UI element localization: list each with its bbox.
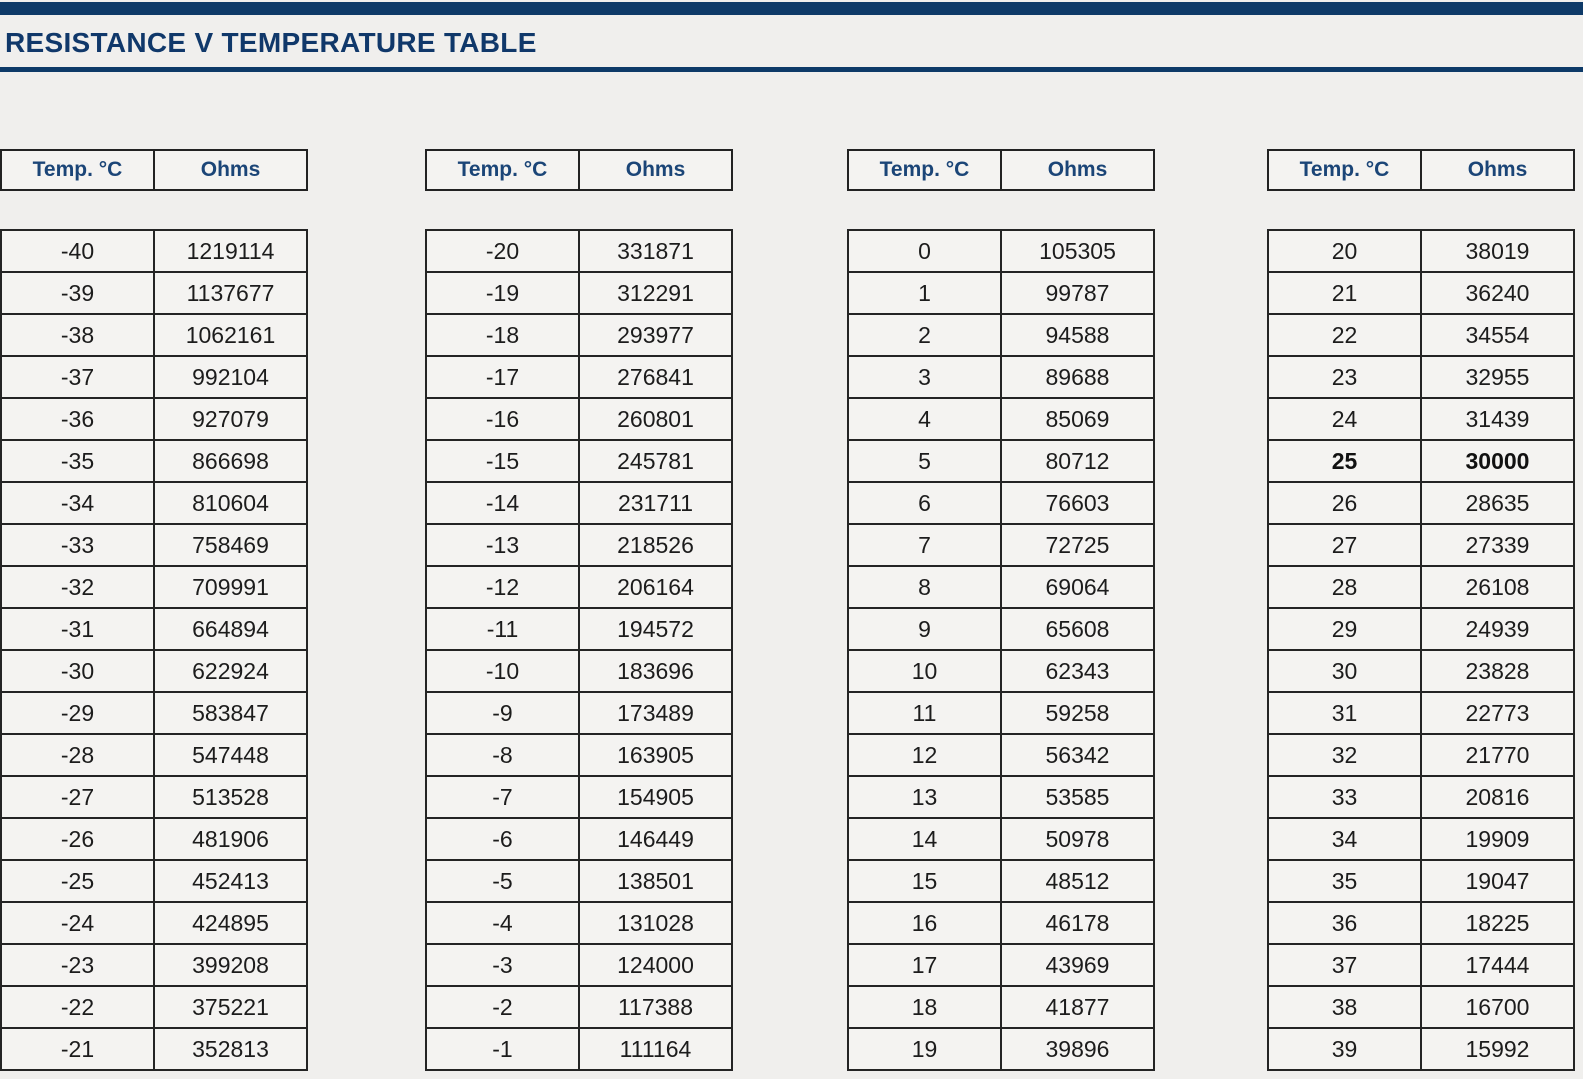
ohms-cell: 16700	[1421, 986, 1574, 1028]
ohms-cell: 664894	[154, 608, 307, 650]
ohms-cell: 452413	[154, 860, 307, 902]
ohms-cell: 183696	[579, 650, 732, 692]
temp-cell: -24	[1, 902, 154, 944]
temp-cell: 30	[1268, 650, 1421, 692]
table-row	[1268, 902, 1574, 944]
ohms-cell: 28635	[1421, 482, 1574, 524]
temp-cell: 21	[1268, 272, 1421, 314]
ohms-cell: 59258	[1001, 692, 1154, 734]
table-row	[1, 440, 307, 482]
table-row	[1, 566, 307, 608]
table-row	[426, 356, 732, 398]
temp-cell: -15	[426, 440, 579, 482]
ohms-cell: 312291	[579, 272, 732, 314]
ohms-cell: 331871	[579, 230, 732, 272]
ohms-cell: 117388	[579, 986, 732, 1028]
table-row	[426, 230, 732, 272]
temp-cell: 16	[848, 902, 1001, 944]
temp-cell: -12	[426, 566, 579, 608]
ohms-cell: 231711	[579, 482, 732, 524]
ohms-cell: 80712	[1001, 440, 1154, 482]
table-row	[426, 482, 732, 524]
table-row	[1, 734, 307, 776]
table-row	[426, 986, 732, 1028]
table-row	[848, 314, 1154, 356]
ohms-cell: 758469	[154, 524, 307, 566]
ohms-cell: 173489	[579, 692, 732, 734]
temp-cell: 31	[1268, 692, 1421, 734]
ohms-cell: 424895	[154, 902, 307, 944]
temp-cell: 7	[848, 524, 1001, 566]
ohms-cell: 24939	[1421, 608, 1574, 650]
table-row	[848, 944, 1154, 986]
ohms-cell: 352813	[154, 1028, 307, 1070]
temp-cell: 27	[1268, 524, 1421, 566]
temp-cell: -37	[1, 356, 154, 398]
temp-cell: 12	[848, 734, 1001, 776]
ohms-cell: 89688	[1001, 356, 1154, 398]
temp-cell: -23	[1, 944, 154, 986]
table-row	[1268, 356, 1574, 398]
ohms-cell: 866698	[154, 440, 307, 482]
table-row	[426, 692, 732, 734]
table-row	[1, 482, 307, 524]
table-row	[1268, 776, 1574, 818]
table-row	[1268, 818, 1574, 860]
table-header	[847, 149, 1155, 191]
table-row	[426, 944, 732, 986]
table-row	[1, 1028, 307, 1070]
ohms-cell: 23828	[1421, 650, 1574, 692]
ohms-column-header: Ohms	[625, 158, 686, 181]
temp-cell: -6	[426, 818, 579, 860]
table-row	[1, 398, 307, 440]
temp-cell: -17	[426, 356, 579, 398]
table-row	[848, 398, 1154, 440]
table-row	[1, 986, 307, 1028]
temp-cell: -5	[426, 860, 579, 902]
ohms-cell: 399208	[154, 944, 307, 986]
temp-column-header: Temp. °C	[2, 151, 155, 189]
ohms-cell: 34554	[1421, 314, 1574, 356]
table-row	[426, 650, 732, 692]
temp-cell: 1	[848, 272, 1001, 314]
temp-column-header: Temp. °C	[427, 151, 580, 189]
table-row	[1268, 986, 1574, 1028]
table-row	[1, 314, 307, 356]
table-row	[848, 566, 1154, 608]
table-row	[426, 524, 732, 566]
data-table	[1267, 229, 1575, 1071]
table-row	[1, 692, 307, 734]
ohms-cell: 69064	[1001, 566, 1154, 608]
ohms-cell: 20816	[1421, 776, 1574, 818]
temp-cell: -28	[1, 734, 154, 776]
ohms-cell: 53585	[1001, 776, 1154, 818]
temp-cell: 17	[848, 944, 1001, 986]
temp-cell: 36	[1268, 902, 1421, 944]
temp-cell: 3	[848, 356, 1001, 398]
temp-cell: -18	[426, 314, 579, 356]
temp-cell: -21	[1, 1028, 154, 1070]
ohms-cell: 513528	[154, 776, 307, 818]
temp-cell: -30	[1, 650, 154, 692]
ohms-cell: 19909	[1421, 818, 1574, 860]
ohms-cell: 293977	[579, 314, 732, 356]
table-row	[426, 608, 732, 650]
table-row	[426, 902, 732, 944]
ohms-column-header: Ohms	[1047, 158, 1108, 181]
ohms-cell: 1219114	[154, 230, 307, 272]
temp-cell: -3	[426, 944, 579, 986]
temp-cell: 19	[848, 1028, 1001, 1070]
ohms-cell: 19047	[1421, 860, 1574, 902]
ohms-cell: 50978	[1001, 818, 1154, 860]
table-row	[1, 818, 307, 860]
table-row	[848, 776, 1154, 818]
table-row	[1268, 524, 1574, 566]
table-row	[1, 356, 307, 398]
ohms-cell: 94588	[1001, 314, 1154, 356]
temp-cell: -1	[426, 1028, 579, 1070]
ohms-cell: 65608	[1001, 608, 1154, 650]
table-row	[1, 272, 307, 314]
ohms-cell: 124000	[579, 944, 732, 986]
ohms-cell: 48512	[1001, 860, 1154, 902]
ohms-cell: 56342	[1001, 734, 1154, 776]
ohms-cell: 1137677	[154, 272, 307, 314]
table-row	[1, 650, 307, 692]
table-row	[848, 230, 1154, 272]
temp-cell: -36	[1, 398, 154, 440]
data-table	[847, 229, 1155, 1071]
table-row	[848, 860, 1154, 902]
table-row	[426, 818, 732, 860]
temp-column-header: Temp. °C	[849, 151, 1002, 189]
ohms-cell: 18225	[1421, 902, 1574, 944]
top-accent-bar	[0, 2, 1583, 15]
ohms-cell: 276841	[579, 356, 732, 398]
temp-cell: 20	[1268, 230, 1421, 272]
ohms-column-header: Ohms	[1467, 158, 1528, 181]
table-row	[848, 272, 1154, 314]
ohms-cell: 36240	[1421, 272, 1574, 314]
table-header	[0, 149, 308, 191]
temp-cell: 32	[1268, 734, 1421, 776]
temp-cell: -26	[1, 818, 154, 860]
ohms-cell: 76603	[1001, 482, 1154, 524]
temp-cell: -13	[426, 524, 579, 566]
ohms-cell: 62343	[1001, 650, 1154, 692]
table-row	[848, 1028, 1154, 1070]
table-header	[425, 149, 733, 191]
temp-cell: -4	[426, 902, 579, 944]
temp-cell: 11	[848, 692, 1001, 734]
table-row	[426, 272, 732, 314]
temp-cell: 14	[848, 818, 1001, 860]
table-row	[1268, 482, 1574, 524]
ohms-cell: 622924	[154, 650, 307, 692]
ohms-cell: 30000	[1421, 440, 1574, 482]
ohms-cell: 138501	[579, 860, 732, 902]
table-row	[848, 650, 1154, 692]
resistance-table-3	[847, 149, 1155, 1062]
ohms-cell: 27339	[1421, 524, 1574, 566]
table-row	[848, 692, 1154, 734]
table-row	[848, 818, 1154, 860]
temp-cell: 26	[1268, 482, 1421, 524]
temp-cell: 5	[848, 440, 1001, 482]
table-row	[1, 902, 307, 944]
table-row	[426, 398, 732, 440]
temp-cell: -22	[1, 986, 154, 1028]
table-row	[1268, 566, 1574, 608]
table-row	[848, 356, 1154, 398]
temp-cell: 35	[1268, 860, 1421, 902]
temp-cell: 0	[848, 230, 1001, 272]
table-row	[1268, 272, 1574, 314]
table-row	[848, 734, 1154, 776]
temp-cell: 2	[848, 314, 1001, 356]
ohms-cell: 709991	[154, 566, 307, 608]
temp-cell: 13	[848, 776, 1001, 818]
resistance-table-4	[1267, 149, 1575, 1062]
table-row	[1, 608, 307, 650]
ohms-cell: 163905	[579, 734, 732, 776]
ohms-cell: 39896	[1001, 1028, 1154, 1070]
temp-cell: -14	[426, 482, 579, 524]
temp-cell: 22	[1268, 314, 1421, 356]
temp-cell: 25	[1268, 440, 1421, 482]
temp-cell: -33	[1, 524, 154, 566]
table-row	[426, 1028, 732, 1070]
ohms-cell: 992104	[154, 356, 307, 398]
ohms-cell: 99787	[1001, 272, 1154, 314]
temp-cell: 10	[848, 650, 1001, 692]
ohms-cell: 194572	[579, 608, 732, 650]
resistance-table-1	[0, 149, 308, 1062]
ohms-cell: 41877	[1001, 986, 1154, 1028]
table-row	[426, 314, 732, 356]
table-row	[848, 482, 1154, 524]
temp-cell: -34	[1, 482, 154, 524]
table-row	[1268, 860, 1574, 902]
table-row	[1268, 440, 1574, 482]
temp-cell: 9	[848, 608, 1001, 650]
temp-cell: -8	[426, 734, 579, 776]
data-table	[425, 229, 733, 1071]
ohms-cell: 146449	[579, 818, 732, 860]
table-row	[1268, 608, 1574, 650]
ohms-cell: 15992	[1421, 1028, 1574, 1070]
temp-cell: -27	[1, 776, 154, 818]
temp-cell: 15	[848, 860, 1001, 902]
ohms-cell: 31439	[1421, 398, 1574, 440]
table-row	[1, 860, 307, 902]
temp-cell: 38	[1268, 986, 1421, 1028]
title-underline-rule	[0, 67, 1583, 72]
temp-cell: -39	[1, 272, 154, 314]
ohms-cell: 21770	[1421, 734, 1574, 776]
table-row	[1268, 1028, 1574, 1070]
temp-cell: 18	[848, 986, 1001, 1028]
ohms-cell: 810604	[154, 482, 307, 524]
ohms-cell: 26108	[1421, 566, 1574, 608]
temp-column-header: Temp. °C	[1269, 151, 1422, 189]
temp-cell: 39	[1268, 1028, 1421, 1070]
temp-cell: -9	[426, 692, 579, 734]
table-row	[848, 524, 1154, 566]
table-row	[848, 608, 1154, 650]
table-row	[848, 902, 1154, 944]
ohms-cell: 375221	[154, 986, 307, 1028]
temp-cell: -19	[426, 272, 579, 314]
ohms-cell: 1062161	[154, 314, 307, 356]
table-row	[426, 734, 732, 776]
ohms-cell: 131028	[579, 902, 732, 944]
table-row	[1268, 692, 1574, 734]
table-row	[1268, 734, 1574, 776]
table-header	[1267, 149, 1575, 191]
ohms-cell: 85069	[1001, 398, 1154, 440]
table-row	[426, 566, 732, 608]
table-row	[1, 776, 307, 818]
table-row	[1268, 650, 1574, 692]
ohms-cell: 206164	[579, 566, 732, 608]
ohms-cell: 43969	[1001, 944, 1154, 986]
resistance-table-2	[425, 149, 733, 1062]
data-table	[0, 229, 308, 1071]
ohms-cell: 547448	[154, 734, 307, 776]
ohms-cell: 583847	[154, 692, 307, 734]
ohms-cell: 105305	[1001, 230, 1154, 272]
table-row	[848, 986, 1154, 1028]
ohms-cell: 17444	[1421, 944, 1574, 986]
temp-cell: 23	[1268, 356, 1421, 398]
table-row	[1268, 230, 1574, 272]
temp-cell: -10	[426, 650, 579, 692]
temp-cell: 24	[1268, 398, 1421, 440]
temp-cell: 34	[1268, 818, 1421, 860]
temp-cell: -31	[1, 608, 154, 650]
ohms-cell: 154905	[579, 776, 732, 818]
temp-cell: -35	[1, 440, 154, 482]
ohms-cell: 481906	[154, 818, 307, 860]
table-row	[426, 860, 732, 902]
temp-cell: 28	[1268, 566, 1421, 608]
temp-cell: 37	[1268, 944, 1421, 986]
table-row	[1268, 944, 1574, 986]
temp-cell: 29	[1268, 608, 1421, 650]
temp-cell: -11	[426, 608, 579, 650]
temp-cell: 8	[848, 566, 1001, 608]
temp-cell: -25	[1, 860, 154, 902]
table-row	[848, 440, 1154, 482]
ohms-cell: 927079	[154, 398, 307, 440]
ohms-cell: 260801	[579, 398, 732, 440]
ohms-cell: 32955	[1421, 356, 1574, 398]
table-row	[1, 524, 307, 566]
ohms-cell: 72725	[1001, 524, 1154, 566]
temp-cell: -40	[1, 230, 154, 272]
temp-cell: -20	[426, 230, 579, 272]
table-row	[1268, 398, 1574, 440]
ohms-cell: 46178	[1001, 902, 1154, 944]
ohms-cell: 111164	[579, 1028, 732, 1070]
temp-cell: -38	[1, 314, 154, 356]
ohms-cell: 22773	[1421, 692, 1574, 734]
table-row	[426, 440, 732, 482]
temp-cell: -32	[1, 566, 154, 608]
temp-cell: -29	[1, 692, 154, 734]
table-row	[426, 776, 732, 818]
page-title: RESISTANCE V TEMPERATURE TABLE	[5, 27, 537, 58]
ohms-cell: 218526	[579, 524, 732, 566]
table-row	[1, 944, 307, 986]
table-row	[1, 230, 307, 272]
temp-cell: -16	[426, 398, 579, 440]
temp-cell: -7	[426, 776, 579, 818]
temp-cell: 6	[848, 482, 1001, 524]
temp-cell: 4	[848, 398, 1001, 440]
ohms-cell: 245781	[579, 440, 732, 482]
table-row	[1268, 314, 1574, 356]
temp-cell: 33	[1268, 776, 1421, 818]
ohms-column-header: Ohms	[200, 158, 261, 181]
temp-cell: -2	[426, 986, 579, 1028]
ohms-cell: 38019	[1421, 230, 1574, 272]
